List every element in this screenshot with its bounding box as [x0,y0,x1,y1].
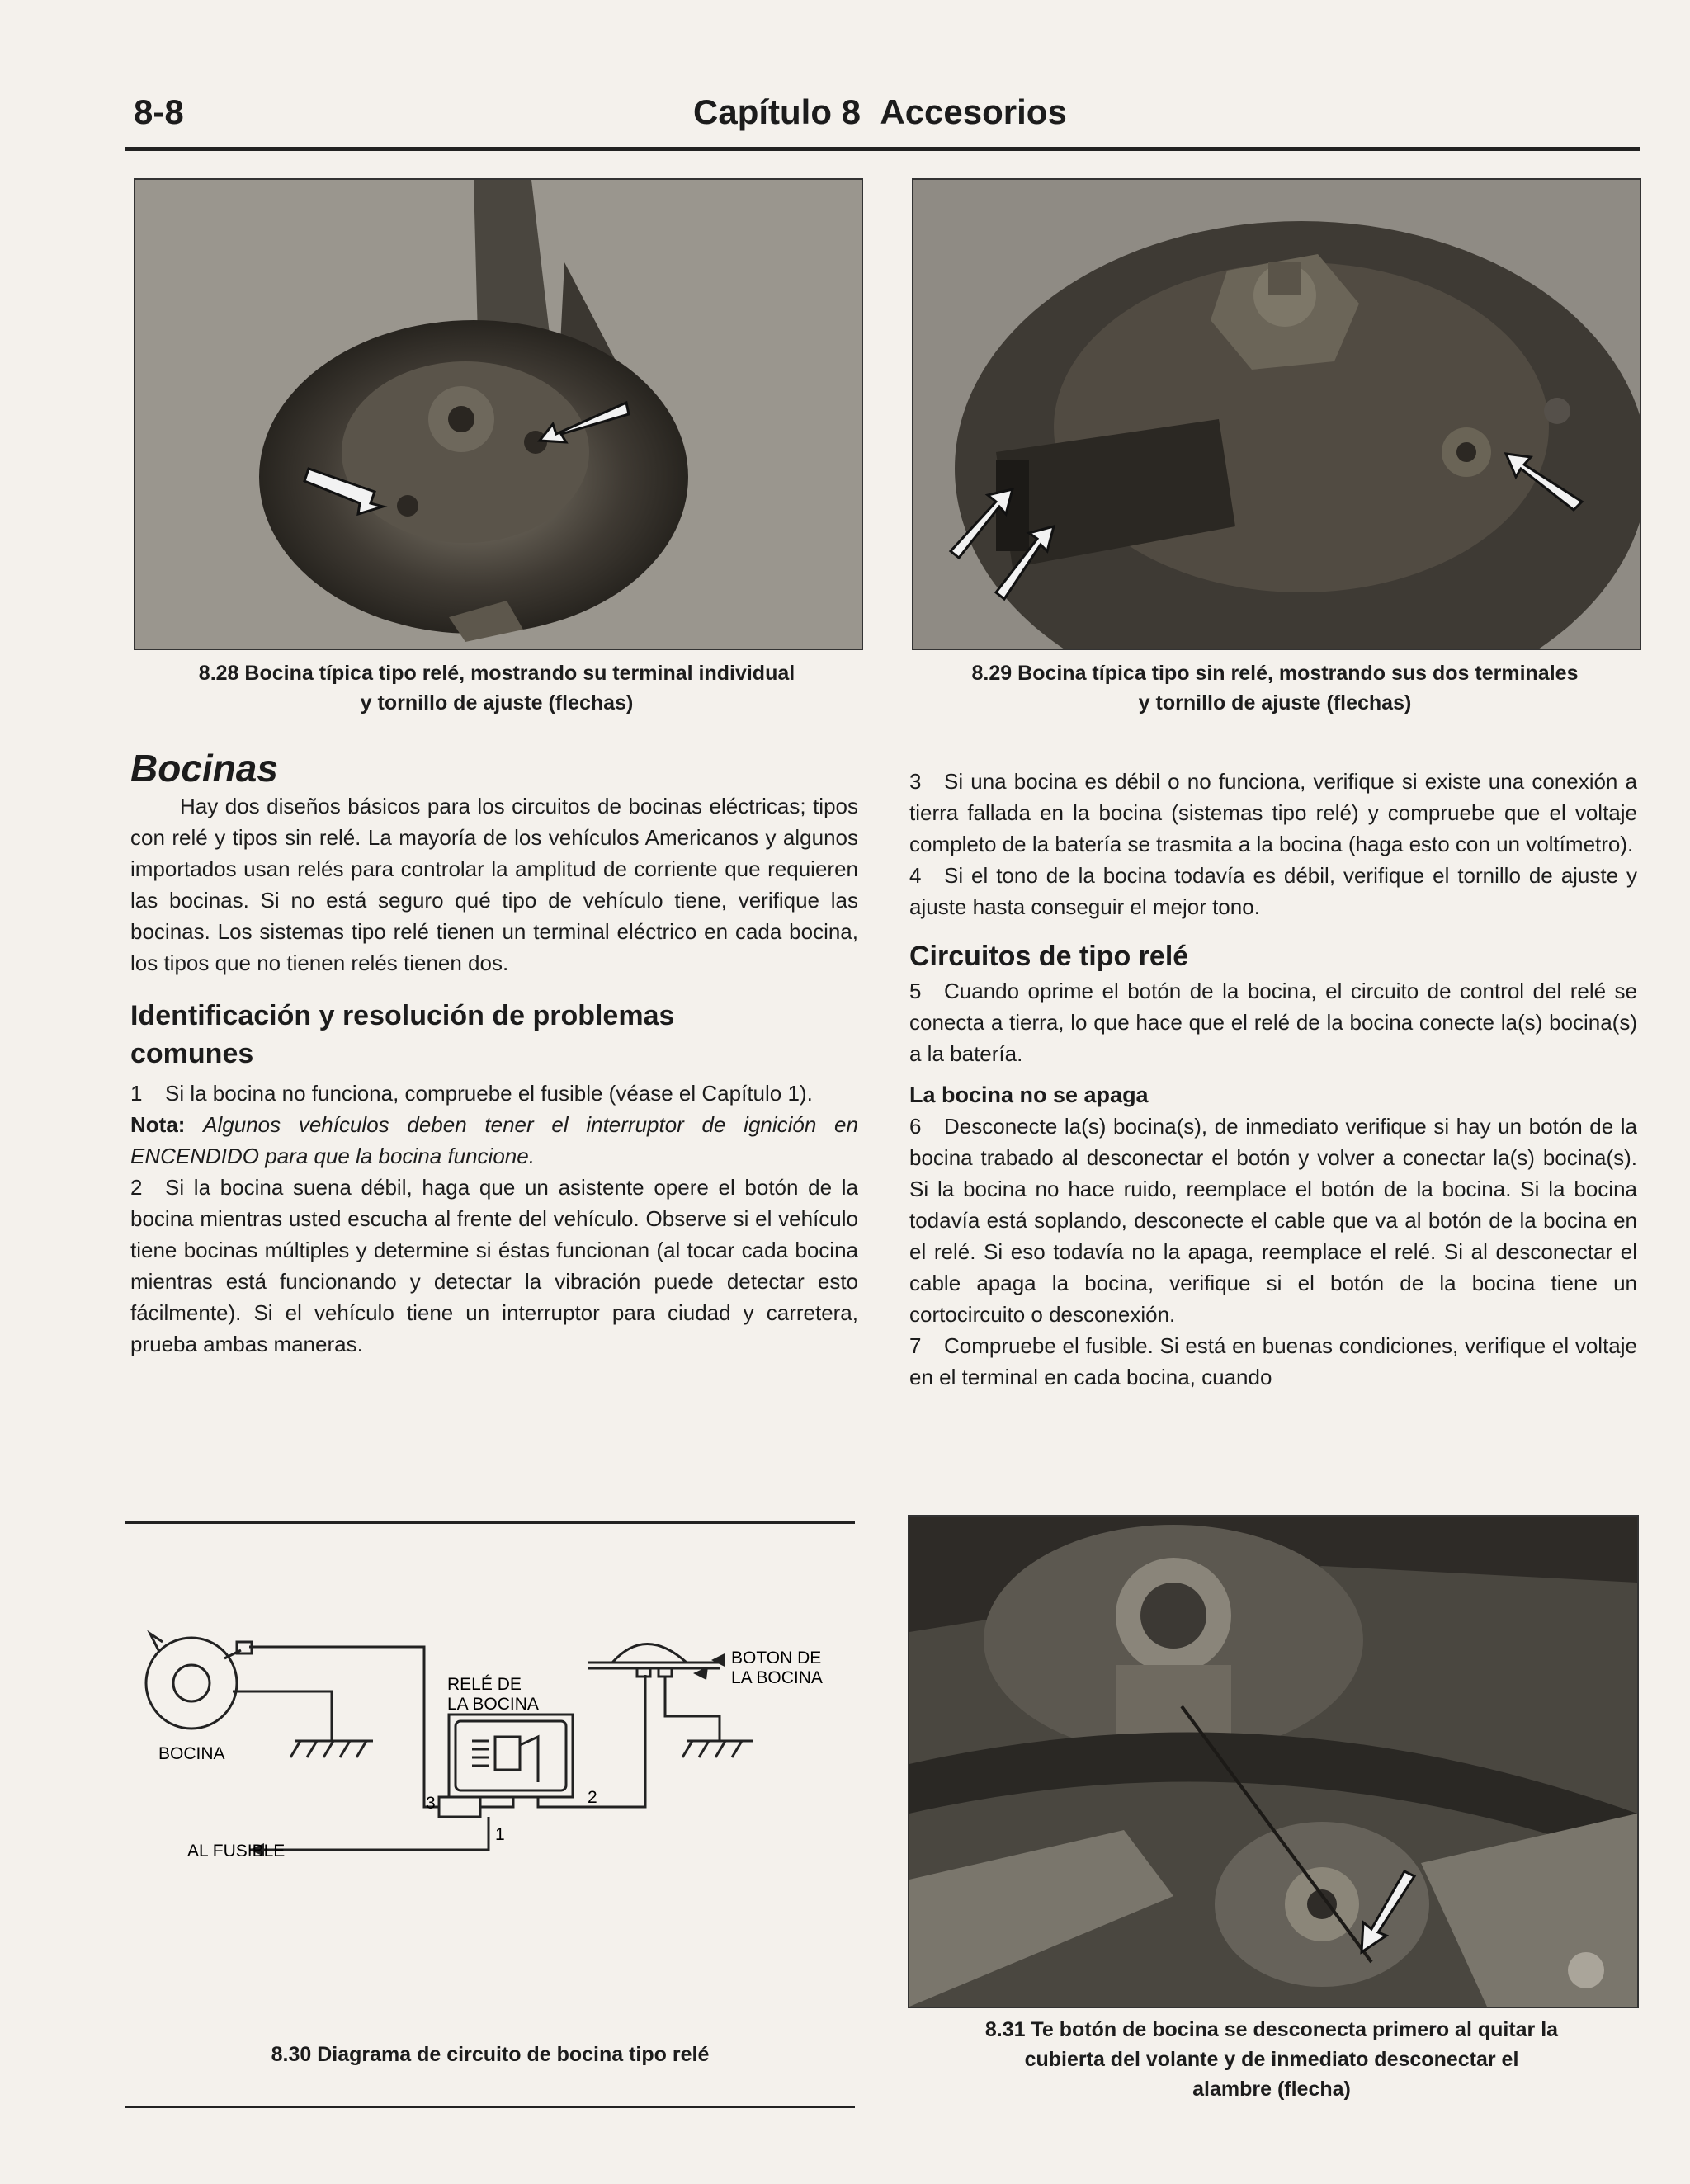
caption-line: y tornillo de ajuste (flechas) [1138,691,1412,715]
horn-relay-photo-image [135,180,862,649]
paragraph-text: Cuando oprime el botón de la bocina, el circuito de control del relé se conecta a tierra, lo que hace que el relé de la bocina conecte la(s) bocina(s) a la batería. [909,979,1637,1066]
figure-8-31-caption [908,2015,1636,2104]
heading-line: comunes [130,1038,254,1069]
section-title-circuitos: Circuitos de tipo relé [909,941,1189,972]
paragraph-text: Desconecte la(s) bocina(s), de inmediato verifique si hay un botón de la bocina trabado al desconectar el botón y volver a conectar la(s) bocina(s). Si la bocina no hace ruido, reemplace el botón de la bocina. Si la bocina todavía está soplando, desconecte el cable que va al botón de la bocina en el relé. Si eso todavía no la apaga, reemplace el relé. Si al desconectar el cable apaga la bocina, verifique si el botón de la bocina tiene un cortocircuito o desconexión. [909,1114,1637,1327]
relay-box [449,1715,573,1797]
paragraph-number: 5 [909,979,922,1003]
paragraph-number: 4 [909,863,922,888]
paragraph-number: 2 [130,1175,143,1200]
paragraph-3 [909,766,1637,860]
figure-8-29-caption [912,658,1638,718]
caption-line: 8.28 Bocina típica tipo relé, mostrando su terminal individual [198,662,795,685]
chapter-label: Capítulo 8 [693,92,862,131]
figure-8-29-photo [912,178,1641,650]
paragraph-4 [909,860,1637,922]
label-al-fusible: AL FUSIBLE [187,1842,286,1861]
paragraph-text: Si una bocina es débil o no funciona, verifique si existe una conexión a tierra fallada en la bocina (sistemas tipo relé) y compruebe que el voltaje completo de la batería se trasmita a la bocina (haga esto con un voltímetro). [909,769,1637,856]
paragraph-number: 7 [909,1333,922,1358]
chapter-title: Accesorios [880,92,1067,131]
horn-symbol [146,1638,237,1729]
chapter-heading [693,92,1067,132]
note-paragraph [130,1109,858,1172]
figure-8-28-caption [134,658,860,718]
figure-8-31-photo [908,1515,1639,2008]
diagram-bottom-rule [125,2106,855,2108]
paragraph-number: 6 [909,1114,922,1139]
caption-line: cubierta del volante y de inmediato desconectar el [1024,2048,1519,2071]
paragraph-2 [130,1172,858,1360]
figure-8-30-diagram [125,1617,855,1931]
paragraph-text: Si el tono de la bocina todavía es débil, verifique el tornillo de ajuste y ajuste hasta conseguir el mejor tono. [909,863,1637,919]
paragraph-text: Si la bocina no funciona, compruebe el fusible (véase el Capítulo 1). [165,1081,813,1106]
paragraph-number: 3 [909,769,922,794]
label-terminal-2: 2 [588,1788,597,1807]
caption-line: alambre (flecha) [1192,2078,1351,2101]
heading-line: Identificación y resolución de problemas [130,1000,675,1031]
horn-non-relay-photo-image [913,180,1640,649]
right-column [909,766,1637,1393]
paragraph-number: 1 [130,1081,143,1106]
label-terminal-3: 3 [426,1794,436,1813]
label-boton-2: LA BOCINA [731,1668,823,1687]
label-rele-1: RELÉ DE [447,1675,522,1694]
figure-8-28-photo [134,178,863,650]
caption-line: y tornillo de ajuste (flechas) [360,691,634,715]
label-rele-2: LA BOCINA [447,1695,539,1714]
paragraph-5 [909,975,1637,1069]
intro-paragraph: Hay dos diseños básicos para los circuitos de bocinas eléctricas; tipos con relé y tipos sin relé. La mayoría de los vehículos Americanos y algunos importados usan relés para controlar la amplitud de corriente que requieren las bocinas. Si no está seguro qué tipo de vehículo tiene, verifique las bocinas. Los sistemas tipo relé tienen un terminal eléctrico en cada bocina, los tipos que no tienen relés tienen dos. [130,794,858,975]
caption-line: 8.31 Te botón de bocina se desconecta primero al quitar la [984,2018,1559,2041]
paragraph-6 [909,1111,1637,1330]
figure-8-30-caption: 8.30 Diagrama de circuito de bocina tipo relé [271,2043,710,2066]
paragraph-text: Compruebe el fusible. Si está en buenas condiciones, verifique el voltaje en el terminal en cada bocina, cuando [909,1333,1637,1389]
header-rule [125,147,1640,151]
paragraph-7 [909,1330,1637,1393]
paragraph-1 [130,1078,858,1109]
label-bocina: BOCINA [158,1744,225,1763]
caption-line: 8.29 Bocina típica tipo sin relé, mostrando sus dos terminales [971,662,1579,685]
circuit-diagram [125,1617,855,1931]
note-label: Nota: [130,1112,186,1137]
label-boton-1: BOTON DE [731,1649,822,1667]
left-column [130,747,858,1360]
paragraph-text: Si la bocina suena débil, haga que un asistente opere el botón de la bocina mientras usted escucha al frente del vehículo. Observe si el vehículo tiene bocinas múltiples y determine si éstas funcionan (al tocar cada bocina mientras está funcionando y detectar la vibración puede detectar esto fácilmente). Si el vehículo tiene un interruptor para ciudad y carretera, prueba ambas maneras. [130,1175,858,1356]
diagram-top-rule [125,1521,855,1524]
subsection-title: La bocina no se apaga [909,1083,1149,1107]
note-text: Algunos vehículos deben tener el interruptor de ignición en ENCENDIDO para que la bocina funcione. [130,1112,858,1168]
page-number: 8-8 [134,92,184,131]
section-title-identificacion [130,997,858,1073]
section-title-bocinas: Bocinas [130,747,278,790]
label-terminal-1: 1 [495,1825,505,1844]
steering-wheel-photo-image [909,1517,1637,2007]
